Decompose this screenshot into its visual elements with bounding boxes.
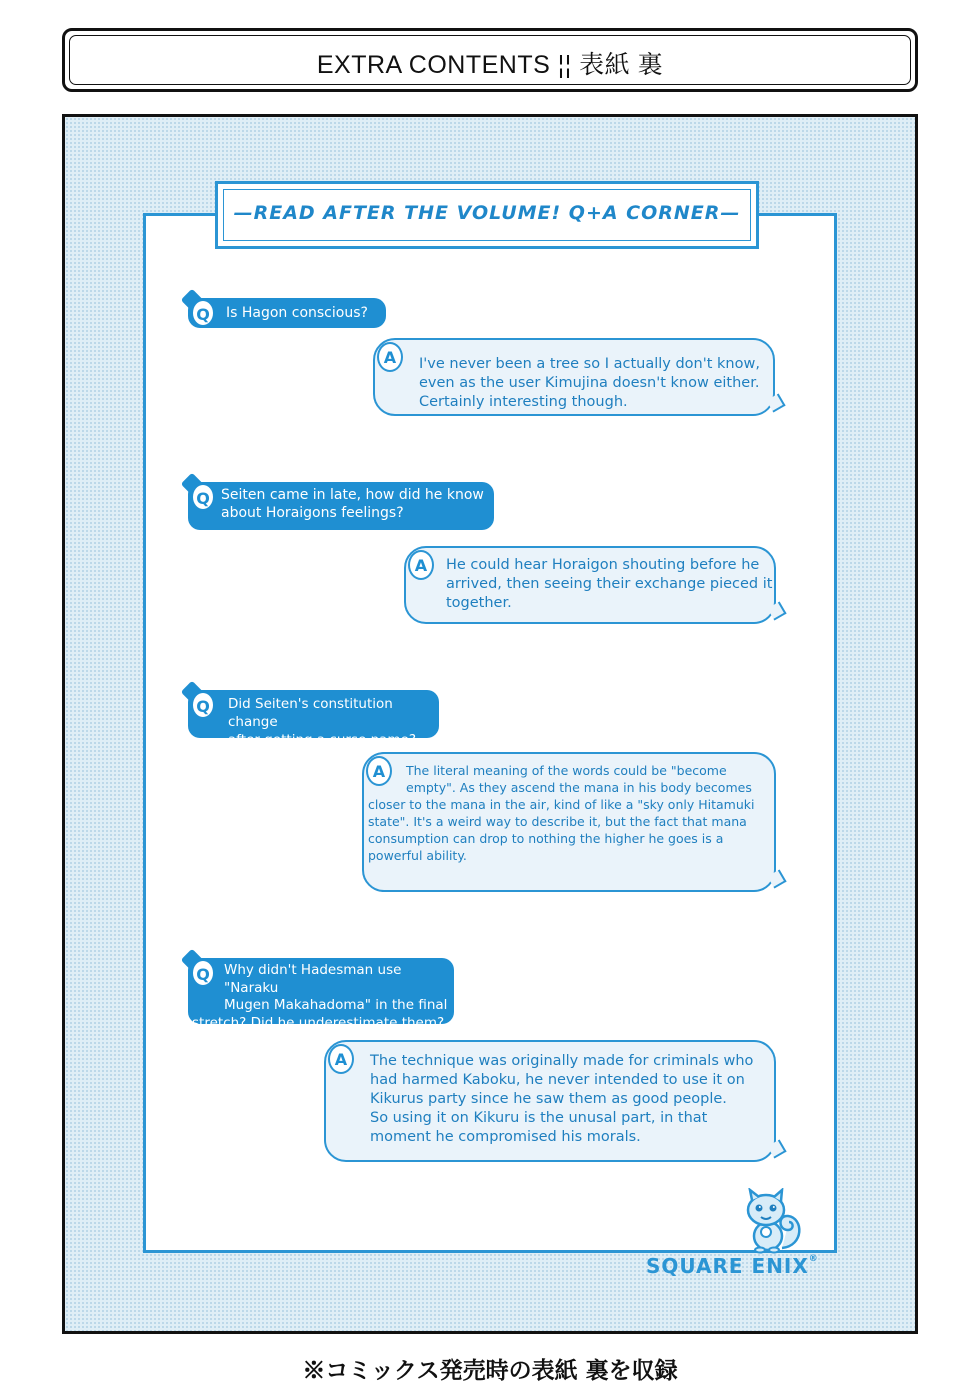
- answer-bubble: [362, 752, 776, 892]
- answer-badge: A: [366, 756, 392, 786]
- question-text: about Horaigons feelings?: [221, 505, 404, 521]
- brand-logo: [646, 1254, 846, 1278]
- answer-badge: A: [328, 1044, 354, 1074]
- section-header: [215, 181, 759, 249]
- answer-line: Certainly interesting though.: [419, 394, 628, 410]
- squirrel-mascot-icon: [742, 1188, 806, 1254]
- question-badge: Q: [190, 298, 216, 328]
- question-text: Why didn't Hadesman use "Naraku: [224, 962, 402, 996]
- question-text: Seiten came in late, how did he know: [221, 487, 484, 503]
- answer-line: So using it on Kikuru is the unusal part, in that: [370, 1110, 708, 1126]
- brand-name: SQUARE ENIX: [646, 1254, 809, 1278]
- answer-line: He could hear Horaigon shouting before he: [446, 557, 760, 573]
- answer-badge: A: [377, 342, 403, 372]
- question-badge: Q: [190, 958, 216, 988]
- question-bubble: [188, 690, 439, 748]
- question-text: stretch? Did he underestimate them?: [192, 1014, 445, 1031]
- answer-line: together.: [446, 595, 512, 611]
- answer-line: had harmed Kaboku, he never intended to use it on: [370, 1072, 745, 1088]
- question-bubble: [188, 958, 454, 1031]
- question-bubble: [188, 482, 494, 530]
- answer-line: I've never been a tree so I actually don't know,: [419, 356, 760, 372]
- answer-line: moment he compromised his morals.: [370, 1129, 641, 1145]
- footer-note: ※コミックス発売時の表紙 裏を収録: [302, 1357, 678, 1384]
- answer-line: Kikurus party since he saw them as good people.: [370, 1091, 727, 1107]
- answer-line: arrived, then seeing their exchange pieced it: [446, 576, 773, 592]
- answer-line: even as the user Kimujina doesn't know either.: [419, 375, 760, 391]
- answer-line: state". It's a weird way to describe it, but the fact that mana: [368, 814, 747, 829]
- question-text: Mugen Makahadoma" in the final: [224, 997, 448, 1013]
- question-text: Did Seiten's constitution change: [228, 696, 393, 730]
- top-banner: [62, 28, 918, 92]
- answer-line: The technique was originally made for criminals who: [370, 1053, 754, 1069]
- brand-registered-mark: ®: [808, 1254, 819, 1264]
- answer-line: powerful ability.: [368, 848, 467, 863]
- question-bubble: [188, 298, 386, 328]
- section-title: —READ AFTER THE VOLUME! Q+A CORNER—: [233, 202, 741, 224]
- banner-title: EXTRA CONTENTS ¦¦ 表紙 裏: [316, 51, 664, 79]
- answer-line: The literal meaning of the words could be "become: [406, 763, 727, 778]
- question-text: after getting a curse name?: [228, 732, 417, 748]
- answer-bubble: [404, 546, 776, 624]
- answer-bubble: [373, 338, 775, 416]
- question-text: Is Hagon conscious?: [226, 305, 368, 321]
- question-badge: Q: [190, 690, 216, 720]
- answer-badge: A: [408, 550, 434, 580]
- answer-bubble: [324, 1040, 776, 1162]
- answer-line: empty". As they ascend the mana in his body becomes: [406, 780, 752, 795]
- answer-line: consumption can drop to nothing the higher he goes is a: [368, 831, 724, 846]
- answer-line: closer to the mana in the air, kind of like a "sky only Hitamuki: [368, 797, 755, 812]
- question-badge: Q: [190, 482, 216, 512]
